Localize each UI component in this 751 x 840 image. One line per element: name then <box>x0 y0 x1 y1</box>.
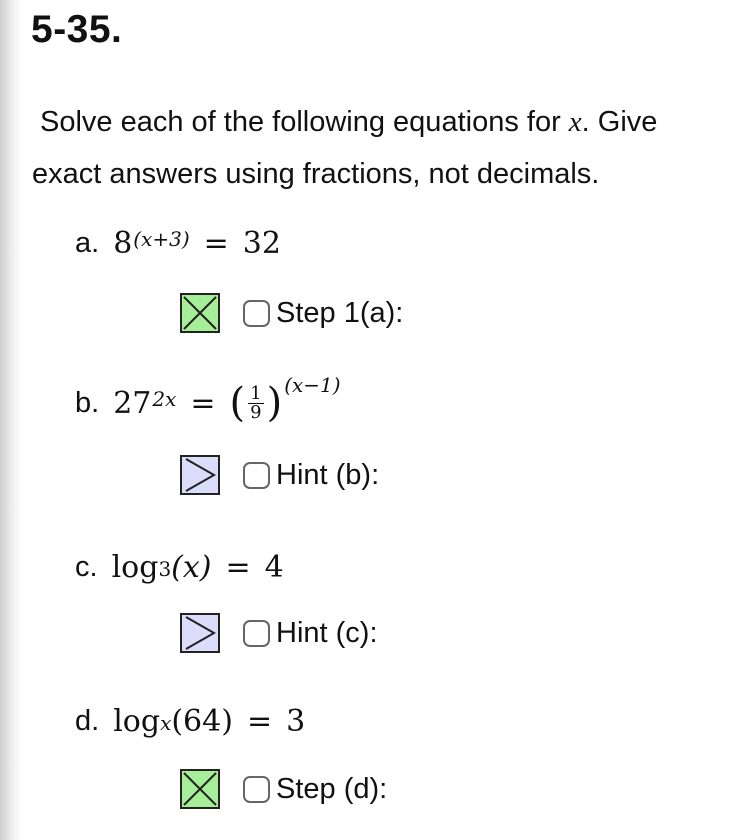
problem-c <box>75 542 284 592</box>
step-checkbox[interactable] <box>243 776 270 803</box>
eq-argument: (64) <box>171 703 233 739</box>
equation-c <box>112 550 284 585</box>
step-label[interactable]: Step (d): <box>276 772 388 805</box>
eq-rhs-exponent: (x−1) <box>284 373 341 397</box>
eq-argument: (x) <box>171 549 212 585</box>
problem-label: c. <box>75 550 98 583</box>
instructions-text-1: Solve each of the following equations for <box>40 106 561 138</box>
eq-rhs: 3 <box>286 703 306 739</box>
eq-subscript: 3 <box>158 557 172 581</box>
check-box-icon[interactable] <box>180 293 220 333</box>
problem-label: b. <box>75 386 100 419</box>
instructions-variable: x <box>568 106 582 138</box>
step-label[interactable]: Step 1(a): <box>276 296 404 329</box>
hint-row-b <box>180 453 379 497</box>
eq-base: 8 <box>113 225 133 261</box>
fraction-numerator: 1 <box>250 382 262 404</box>
problem-b <box>75 373 341 428</box>
equation-d <box>113 704 305 739</box>
hint-label[interactable]: Hint (b): <box>276 458 380 491</box>
problem-a <box>75 218 281 268</box>
eq-relation: = <box>203 225 229 261</box>
instructions <box>32 96 732 200</box>
hint-arrow-icon[interactable] <box>180 455 220 495</box>
instructions-text-2: . Give <box>581 106 658 138</box>
eq-base: 27 <box>113 385 152 421</box>
hint-checkbox[interactable] <box>243 620 270 647</box>
eq-subscript: x <box>160 711 172 735</box>
problem-title: 5-35. <box>31 8 123 51</box>
eq-function: log <box>113 703 161 739</box>
fraction-denominator: 9 <box>250 401 262 423</box>
hint-checkbox[interactable] <box>243 462 270 489</box>
eq-exponent: 2x <box>152 387 177 411</box>
problem-label: a. <box>75 226 100 259</box>
eq-relation: = <box>225 549 251 585</box>
eq-rhs: 4 <box>264 549 284 585</box>
eq-function: log <box>111 549 159 585</box>
equation-b <box>113 373 341 426</box>
hint-arrow-icon[interactable] <box>180 613 220 653</box>
problem-label: d. <box>75 704 100 737</box>
page-left-edge-shadow <box>0 0 22 840</box>
hint-label[interactable]: Hint (c): <box>276 616 378 649</box>
eq-relation: = <box>246 703 273 739</box>
left-paren: ( <box>229 380 246 426</box>
step-checkbox[interactable] <box>243 300 270 327</box>
check-box-icon[interactable] <box>180 769 220 809</box>
step-row-a <box>180 291 403 335</box>
eq-exponent: (x+3) <box>133 227 190 251</box>
hint-row-c <box>180 611 378 655</box>
equation-a <box>113 226 281 261</box>
right-paren: ) <box>266 380 283 426</box>
eq-relation: = <box>190 385 216 421</box>
fraction <box>248 382 263 423</box>
step-row-d <box>180 767 387 811</box>
problem-d <box>75 696 305 746</box>
eq-rhs: 32 <box>242 225 281 261</box>
instructions-text-3: exact answers using fractions, not decimals. <box>32 158 600 190</box>
